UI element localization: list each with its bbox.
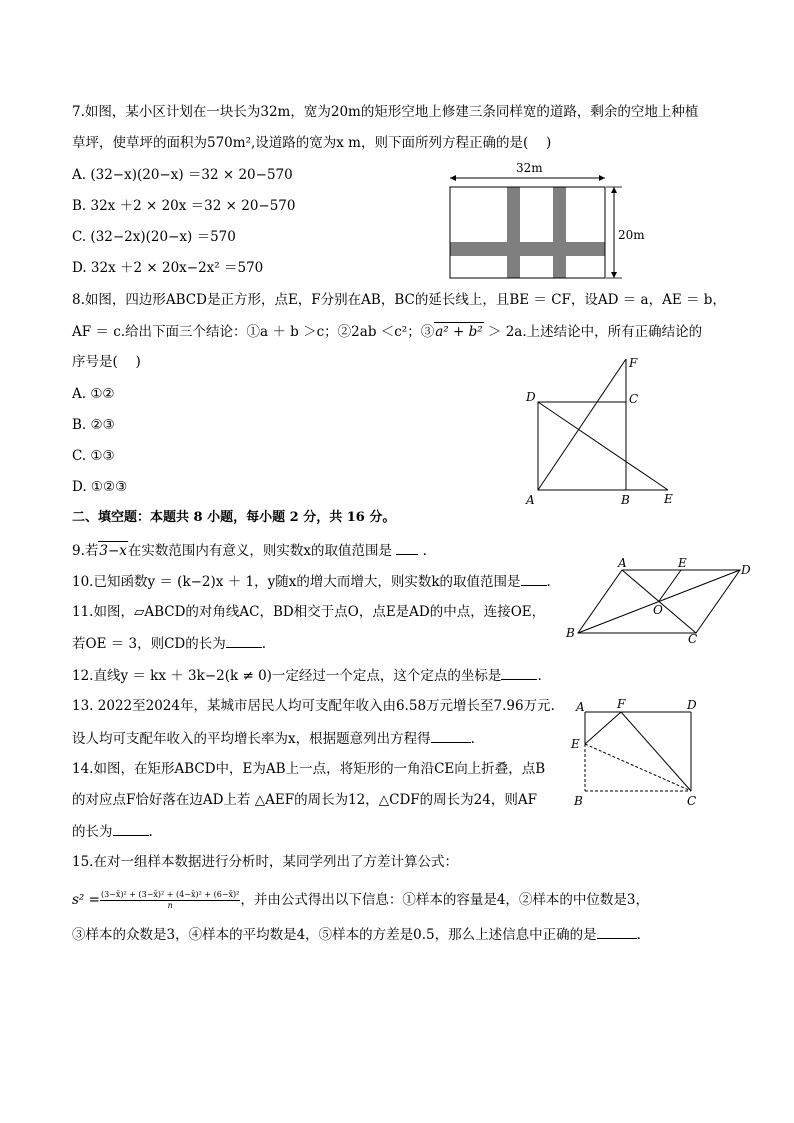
- svg-text:O: O: [653, 603, 663, 617]
- svg-text:E: E: [678, 556, 687, 570]
- q15-stem-line2: s² = $\frac{\text{(3−x̄)² + (3−x̄)² + (4−x̄)² + (6−x̄)²}}{n}$ ，并由公式得出以下信息：①样本的容量是4，②样本的中位数是3，: [72, 890, 650, 910]
- q13-stem-line2: 设人均可支配年收入的平均增长率为x，根据题意列出方程得 .: [72, 731, 475, 747]
- q13-answer-blank[interactable]: [431, 729, 471, 743]
- svg-text:C: C: [687, 794, 697, 808]
- q7-stem-line2: 草坪，使草坪的面积为570m²,设道路的宽为x m，则下面所列方程正确的是( ): [72, 135, 552, 151]
- svg-text:D: D: [741, 563, 751, 577]
- svg-text:D: D: [687, 698, 697, 712]
- q7-option-d: D. 32x ＋2 × 20x−2x² ＝570: [72, 260, 264, 276]
- svg-text:B: B: [621, 493, 630, 507]
- svg-text:B: B: [574, 794, 583, 808]
- q12-stem: 12.直线y ＝ kx ＋ 3k−2(k ≠ 0)一定经过一个定点，这个定点的坐标是 .: [72, 668, 542, 684]
- svg-text:F: F: [629, 356, 638, 370]
- svg-text:C: C: [688, 632, 698, 646]
- q9-answer-blank[interactable]: [396, 541, 418, 555]
- q8-sqrt-expr: a² + b²: [435, 324, 483, 340]
- q15-formula-lhs: s² =: [72, 892, 100, 908]
- q7-road-figure: [440, 160, 645, 285]
- q7-option-b: B. 32x ＋2 × 20x ＝32 × 20−570: [72, 198, 296, 214]
- section-2-title: 二、填空题：本题共 8 小题，每小题 2 分，共 16 分。: [72, 510, 396, 525]
- q15-formula-fraction: $\frac{\text{(3−x̄)² + (3−x̄)² + (4−x̄)² + (6−x̄)²}}{n}$: [100, 890, 240, 910]
- q12-answer-blank[interactable]: [501, 666, 537, 680]
- q11-parallelogram-figure: [560, 555, 760, 650]
- svg-text:F: F: [617, 697, 626, 711]
- q8-stem-line3: 序号是( ): [72, 354, 141, 370]
- q7-height-label: 20m: [618, 228, 645, 242]
- q7-option-a: A. (32−x)(20−x) ＝32 × 20−570: [72, 167, 293, 183]
- svg-text:A: A: [576, 700, 585, 714]
- q15-stem-line1: 15.在对一组样本数据进行分析时，某同学列出了方差计算公式：: [72, 854, 458, 870]
- q10-answer-blank[interactable]: [521, 572, 547, 586]
- svg-text:A: A: [526, 493, 535, 507]
- q8-stem-line2: AF ＝ c.给出下面三个结论：①a ＋ b ＞c；②2ab ＜c²；③a² + b² ＞ 2a.上述结论中，所有正确结论的: [72, 324, 703, 340]
- q13-stem-line1: 13. 2022至2024年，某城市居民人均可支配年收入由6.58万元增长至7.96万元.: [72, 698, 555, 714]
- q9-stem: 9.若3−x在实数范围内有意义，则实数x的取值范围是 .: [72, 543, 427, 559]
- svg-text:E: E: [571, 737, 580, 751]
- q7-stem-line1: 7.如图，某小区计划在一块长为32m，宽为20m的矩形空地上修建三条同样宽的道路，剩余的空地上种植: [72, 104, 699, 120]
- q11-stem-line2: 若OE ＝ 3，则CD的长为 .: [72, 636, 267, 652]
- q8-square-figure: [518, 352, 688, 512]
- q8-option-c: C. ①③: [72, 448, 115, 464]
- q15-answer-blank[interactable]: [597, 925, 637, 939]
- svg-text:E: E: [664, 492, 673, 506]
- q14-stem-line1: 14.如图，在矩形ABCD中，E为AB上一点，将矩形的一角沿CE向上折叠，点B: [72, 761, 546, 777]
- q10-stem: 10.已知函数y ＝ (k−2)x ＋ 1，y随x的增大而增大，则实数k的取值范围是 .: [72, 574, 551, 590]
- q8-option-a: A. ①②: [72, 386, 115, 402]
- svg-text:B: B: [566, 626, 575, 640]
- q14-rectangle-fold-figure: [566, 695, 706, 810]
- q8-stem-line1: 8.如图，四边形ABCD是正方形，点E，F分别在AB，BC的延长线上，且BE ＝ CF，设AD ＝ a，AE ＝ b，: [72, 292, 726, 308]
- svg-text:D: D: [526, 390, 536, 404]
- svg-text:A: A: [618, 556, 627, 570]
- q14-stem-line3: 的长为 .: [72, 824, 153, 840]
- q8-option-b: B. ②③: [72, 417, 115, 433]
- q14-answer-blank[interactable]: [113, 822, 149, 836]
- q11-answer-blank[interactable]: [226, 634, 262, 648]
- q14-stem-line2: 的对应点F恰好落在边AD上若 △AEF的周长为12，△CDF的周长为24，则AF: [72, 792, 537, 808]
- q7-width-label: 32m: [516, 161, 543, 175]
- svg-text:C: C: [629, 392, 639, 406]
- q7-option-c: C. (32−2x)(20−x) ＝570: [72, 229, 236, 245]
- q15-stem-line3: ③样本的众数是3，④样本的平均数是4，⑤样本的方差是0.5，那么上述信息中正确的是 .: [72, 927, 641, 943]
- q8-option-d: D. ①②③: [72, 479, 128, 495]
- q11-stem-line1: 11.如图，▱ABCD的对角线AC，BD相交于点O，点E是AD的中点，连接OE，: [72, 604, 546, 620]
- q9-sqrt-expr: 3−x: [99, 543, 127, 559]
